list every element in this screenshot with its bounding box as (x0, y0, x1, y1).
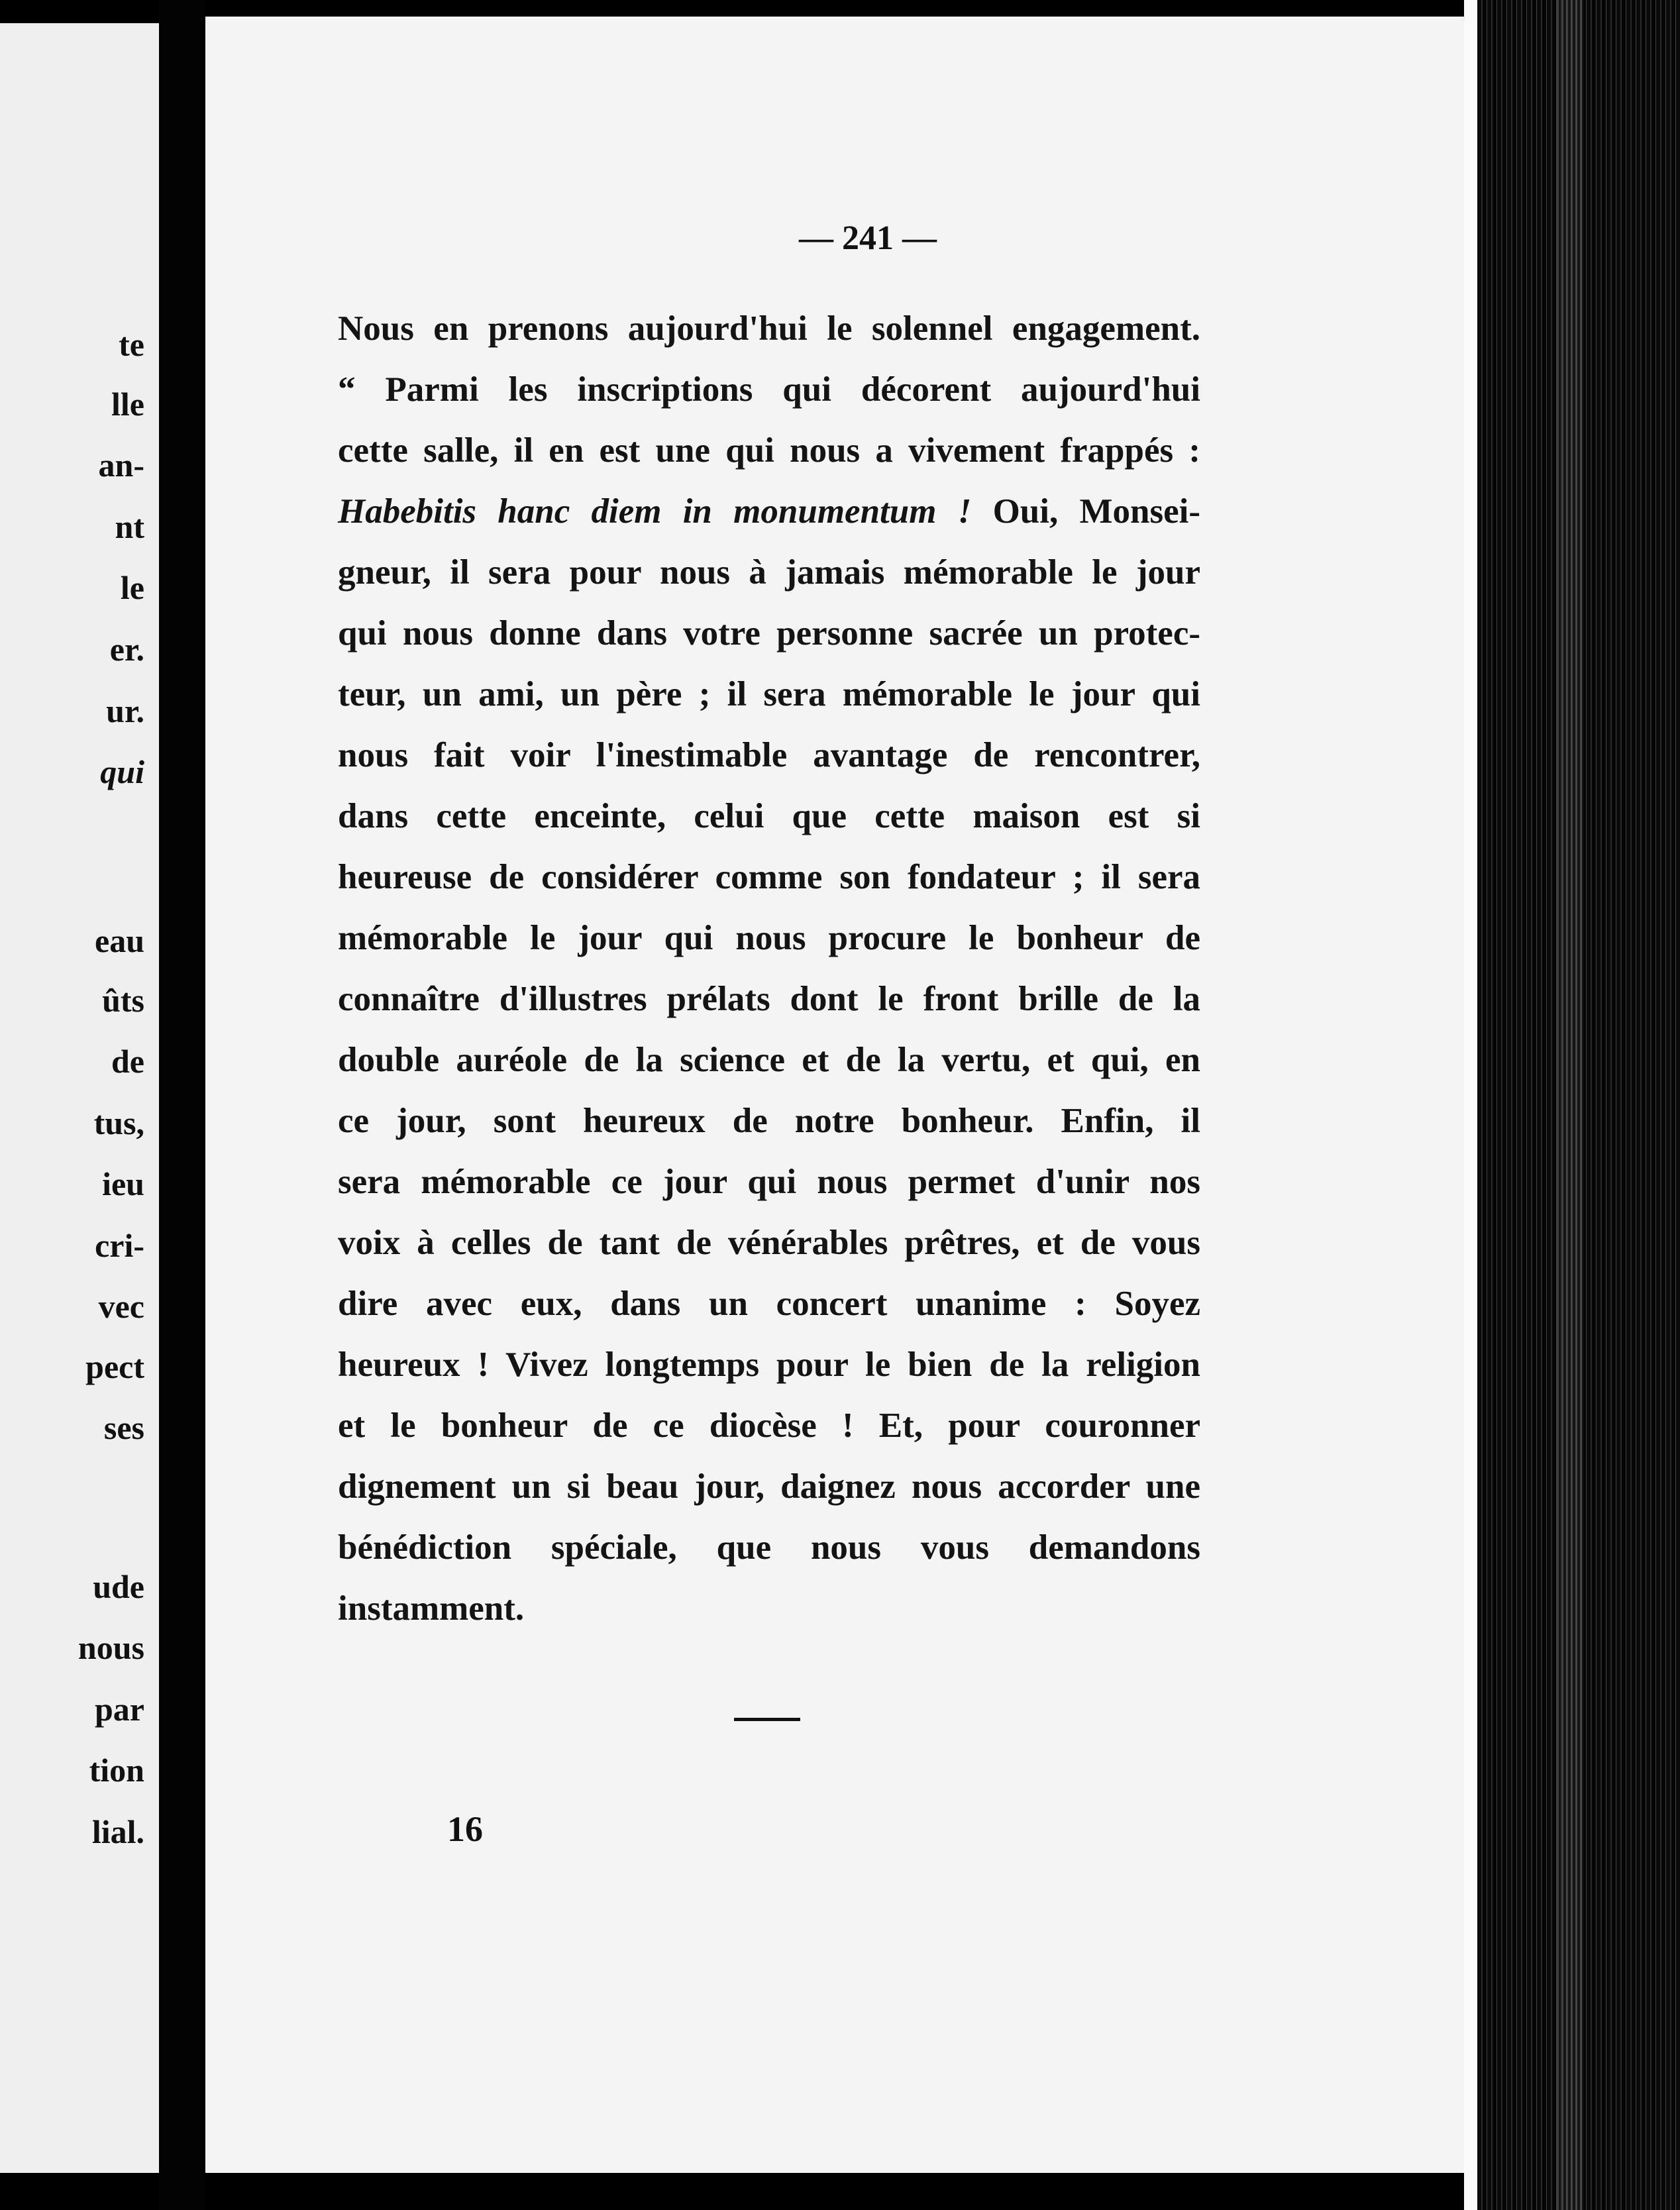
signature-mark: 16 (447, 1809, 483, 1849)
page-edge (1464, 0, 1477, 2210)
left-line: lle (111, 386, 144, 423)
text-line: gneur, il sera pour nous à jamais mémorable le jour (338, 553, 1200, 592)
left-line: er. (109, 631, 144, 668)
left-line: tion (89, 1752, 144, 1789)
left-line: ieu (102, 1165, 144, 1202)
left-line: ûts (102, 982, 144, 1019)
left-line: pect (85, 1348, 144, 1385)
text-line: dans cette enceinte, celui que cette maison est si (338, 797, 1200, 835)
text-line: bénédiction spéciale, que nous vous demandons (338, 1528, 1200, 1567)
text-line: teur, un ami, un père ; il sera mémorable le jour qui (338, 675, 1200, 713)
text-line: voix à celles de tant de vénérables prêtres, et de vous (338, 1224, 1200, 1262)
text-line: qui nous donne dans votre personne sacrée un protec- (338, 614, 1200, 653)
left-line: lial. (91, 1813, 144, 1850)
left-line: ur. (106, 692, 144, 729)
gutter-shadow (159, 0, 205, 2210)
left-line: ses (103, 1409, 144, 1446)
body-text (338, 298, 1200, 1639)
previous-page-fragment (0, 23, 159, 2173)
text-line: dire avec eux, dans un concert unanime : Soyez (338, 1285, 1200, 1323)
left-line: de (111, 1043, 144, 1080)
text-line: mémorable le jour qui nous procure le bonheur de (338, 919, 1200, 957)
left-line: cri- (95, 1227, 144, 1264)
section-rule (734, 1718, 800, 1721)
text-line: nous fait voir l'inestimable avantage de rencontrer, (338, 736, 1200, 774)
text-line: et le bonheur de ce diocèse ! Et, pour couronner (338, 1406, 1200, 1445)
text-line: ce jour, sont heureux de notre bonheur. Enfin, il (338, 1102, 1200, 1140)
page-number: — 241 — (799, 219, 937, 257)
left-line: qui (100, 753, 144, 790)
text-line: instamment. (338, 1589, 525, 1628)
text-line: sera mémorable ce jour qui nous permet d'unir nos (338, 1163, 1200, 1201)
text-line-italic-quote (338, 481, 1200, 542)
text-line: dignement un si beau jour, daignez nous accorder une (338, 1467, 1200, 1506)
left-line: nt (115, 508, 144, 545)
text-line: heureuse de considérer comme son fondateur ; il sera (338, 858, 1200, 896)
text-line: double auréole de la science et de la vertu, et qui, en (338, 1041, 1200, 1079)
page-241 (205, 17, 1464, 2173)
italic-phrase: Habebitis hanc diem in monumentum ! (338, 492, 972, 531)
text-line: Nous en prenons aujourd'hui le solennel engagement. (338, 309, 1200, 348)
text-line: “ Parmi les inscriptions qui décorent aujourd'hui (338, 370, 1200, 409)
text-line: cette salle, il en est une qui nous a vivement frappés : (338, 431, 1200, 470)
left-line: an- (98, 447, 144, 484)
left-line: te (119, 326, 144, 363)
left-line: ude (93, 1568, 144, 1605)
left-line: vec (98, 1288, 144, 1325)
left-line: nous (78, 1629, 144, 1666)
left-line: eau (95, 922, 144, 959)
text-line: heureux ! Vivez longtemps pour le bien de la religion (338, 1345, 1200, 1384)
left-line: le (120, 569, 144, 606)
book-page-edges-highlight (1557, 0, 1583, 2210)
left-line: par (95, 1691, 144, 1728)
text-fragment: Oui, Monsei- (992, 492, 1200, 531)
left-line: tus, (93, 1104, 144, 1141)
text-line: connaître d'illustres prélats dont le front brille de la (338, 980, 1200, 1018)
